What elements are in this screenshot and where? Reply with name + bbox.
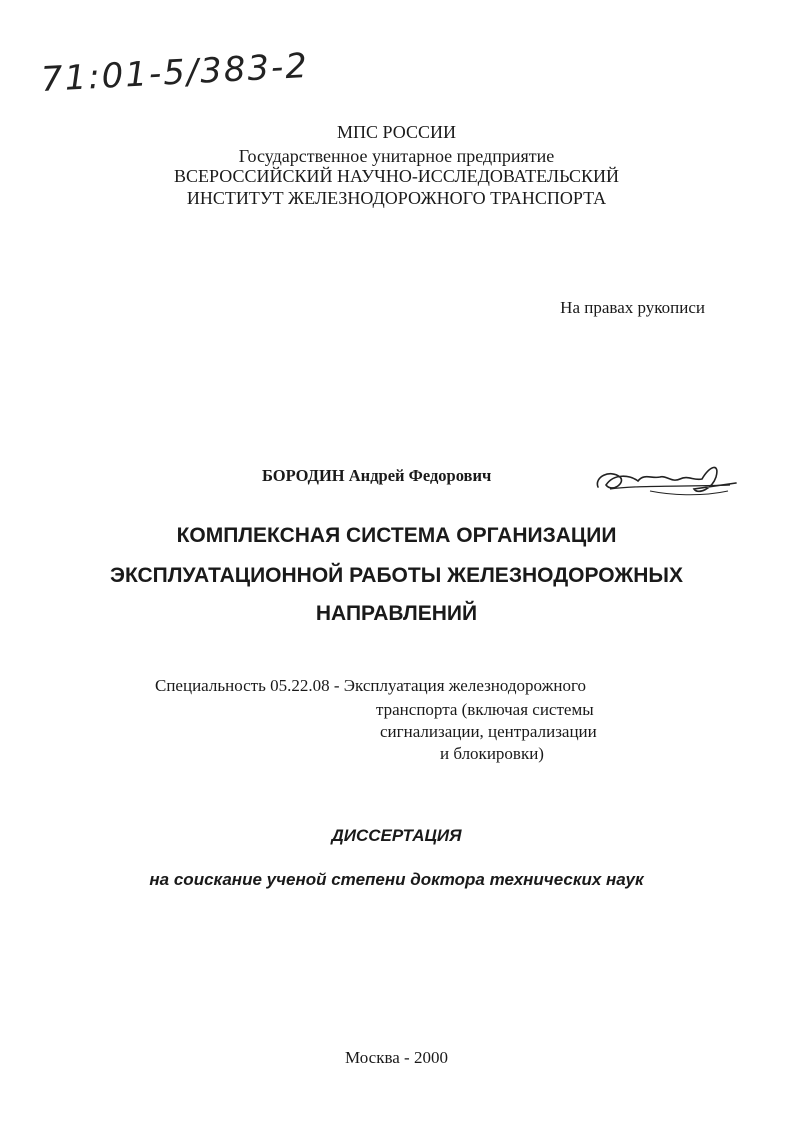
institute-name-line2: ИНСТИТУТ ЖЕЛЕЗНОДОРОЖНОГО ТРАНСПОРТА [186, 188, 607, 208]
manuscript-rights-note: На правах рукописи [560, 298, 705, 317]
title-line1: КОМПЛЕКСНАЯ СИСТЕМА ОРГАНИЗАЦИИ [176, 524, 617, 547]
specialty-line2: транспорта (включая системы [376, 700, 594, 719]
specialty-line3: сигнализации, централизации [380, 722, 597, 741]
ministry-name: МПС РОССИИ [337, 122, 456, 142]
specialty-line4: и блокировки) [440, 744, 544, 763]
specialty-line1: Специальность 05.22.08 - Эксплуатация железнодорожного [155, 676, 587, 695]
author-name: БОРОДИН Андрей Федорович [262, 466, 492, 485]
degree-statement: на соискание ученой степени доктора технических наук [149, 870, 644, 889]
handwritten-catalog-number: 71:01-5/383-2 [40, 45, 310, 100]
dissertation-label: ДИССЕРТАЦИЯ [331, 826, 462, 845]
signature-icon [590, 455, 740, 505]
enterprise-type: Государственное унитарное предприятие [238, 146, 555, 166]
title-line3: НАПРАВЛЕНИЙ [315, 602, 478, 625]
institute-name-line1: ВСЕРОССИЙСКИЙ НАУЧНО-ИССЛЕДОВАТЕЛЬСКИЙ [173, 166, 620, 186]
place-and-year: Москва - 2000 [345, 1048, 448, 1067]
title-line2: ЭКСПЛУАТАЦИОННОЙ РАБОТЫ ЖЕЛЕЗНОДОРОЖНЫХ [110, 564, 683, 587]
